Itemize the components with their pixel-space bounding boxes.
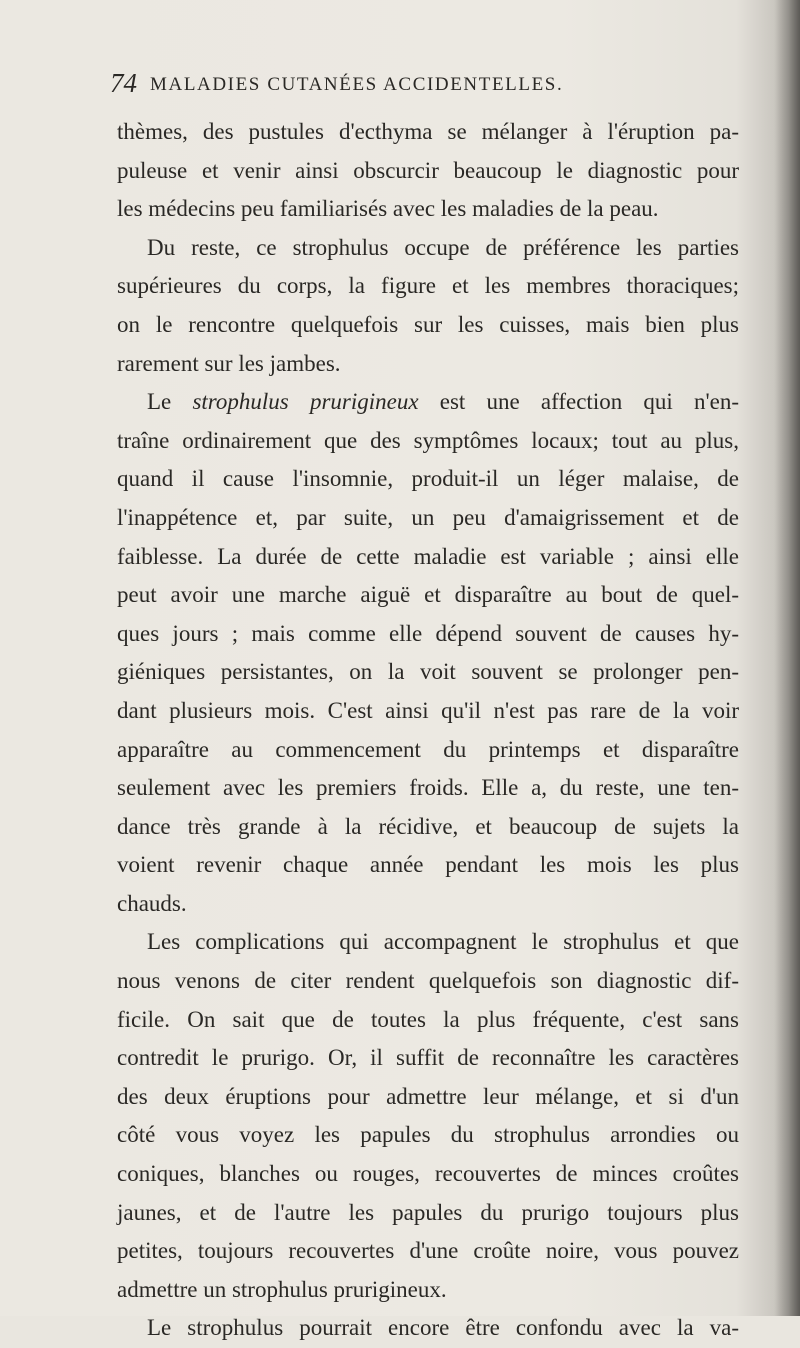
text-line: nous venons de citer rendent quelquefois son diagnostic dif- [117,968,739,994]
text-line: Les complications qui accompagnent le strophulus et que [147,929,739,955]
text-line: dance très grande à la récidive, et beaucoup de sujets la [117,813,739,839]
text-line: l'inappétence et, par suite, un peu d'amaigrissement et de [117,504,739,530]
text-line: seulement avec les premiers froids. Elle a, du reste, une ten- [117,775,739,801]
text-line: les médecins peu familiarisés avec les maladies de la peau. [117,196,659,222]
text-line: supérieures du corps, la figure et les membres thoraciques; [117,273,739,299]
italic-term: strophulus prurigineux [192,389,419,415]
running-head: MALADIES CUTANÉES ACCIDENTELLES. [150,74,564,95]
page-header [110,68,710,98]
text-line: apparaître au commencement du printemps et disparaître [117,736,739,762]
text-line: on le rencontre quelquefois sur les cuisses, mais bien plus [117,311,739,337]
text-line: dant plusieurs mois. C'est ainsi qu'il n'est pas rare de la voir [117,697,739,723]
text-line: admettre un strophulus prurigineux. [117,1276,447,1302]
text-line: rarement sur les jambes. [117,350,341,376]
text-line: petites, toujours recouvertes d'une croûte noire, vous pouvez [117,1238,739,1264]
text-fragment: Le [147,389,172,415]
body-text [117,113,739,1348]
text-fragment: est une affection qui n'en- [439,389,740,415]
text-line: quand il cause l'insomnie, produit-il un léger malaise, de [117,466,739,492]
text-line: côté vous voyez les papules du strophulus arrondies ou [117,1122,739,1148]
text-line: Du reste, ce strophulus occupe de préférence les parties [147,234,739,260]
text-line: coniques, blanches ou rouges, recouvertes de minces croûtes [117,1161,739,1187]
text-line [117,383,739,422]
text-line: traîne ordinairement que des symptômes locaux; tout au plus, [117,427,739,453]
text-line: faiblesse. La durée de cette maladie est variable ; ainsi elle [117,543,739,569]
text-line: giéniques persistantes, on la voit souvent se prolonger pen- [117,659,739,685]
text-line: peut avoir une marche aiguë et disparaître au bout de quel- [117,582,739,608]
text-line: des deux éruptions pour admettre leur mélange, et si d'un [117,1083,739,1109]
text-line: jaunes, et de l'autre les papules du prurigo toujours plus [117,1199,739,1225]
text-line: voient revenir chaque année pendant les mois les plus [117,852,739,878]
text-line: thèmes, des pustules d'ecthyma se mélanger à l'éruption pa- [117,119,739,144]
text-line: ficile. On sait que de toutes la plus fréquente, c'est sans [117,1006,739,1032]
text-line: puleuse et venir ainsi obscurcir beaucoup le diagnostic pour [117,157,739,183]
text-line: Le strophulus pourrait encore être confondu avec la va- [147,1315,739,1341]
text-line: contredit le prurigo. Or, il suffit de reconnaître les caractères [117,1045,739,1071]
text-line: chauds. [117,890,187,916]
text-line: ques jours ; mais comme elle dépend souvent de causes hy- [117,620,739,646]
page-number: 74 [110,68,137,98]
page-edge-shadow [774,0,800,1316]
